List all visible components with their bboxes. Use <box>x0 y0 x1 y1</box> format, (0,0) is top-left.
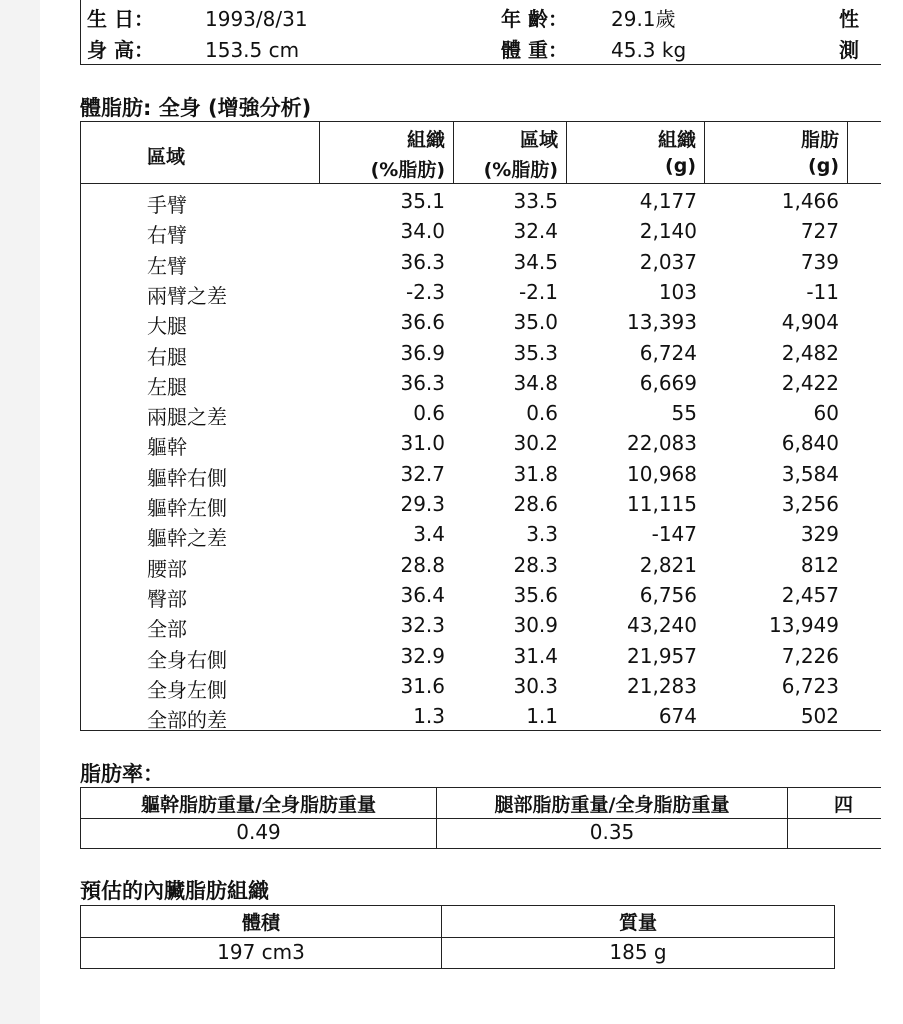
birth-label: 生 日： <box>87 7 154 31</box>
measure-label: 測 <box>839 38 859 62</box>
body-fat-table <box>80 121 881 731</box>
cell-tissue-g: 103 <box>658 279 697 304</box>
cell-tissue-g: 6,724 <box>639 340 697 365</box>
cell-tissue-g: 6,756 <box>639 582 697 607</box>
cell-tissue-pct: 36.4 <box>400 582 445 607</box>
fat-ratio-title: 脂肪率： <box>80 762 164 786</box>
cell-tissue-pct: 32.9 <box>400 643 445 668</box>
cell-tissue-pct: 34.0 <box>400 219 445 244</box>
table-row <box>81 427 881 460</box>
header-fat-g-1: 脂肪 <box>800 129 839 151</box>
header-region-pct-cell <box>453 122 567 183</box>
table-row <box>81 246 881 276</box>
body-fat-title: 體脂肪: 全身 (增強分析) <box>80 96 312 120</box>
cell-region-pct: 32.4 <box>513 219 558 244</box>
cell-fat-g: -11 <box>806 279 839 304</box>
cell-region-pct: 1.1 <box>526 704 558 729</box>
table-row <box>81 458 881 488</box>
cell-region-pct: 35.6 <box>513 582 558 607</box>
table-row <box>81 670 881 700</box>
height-value: 153.5 cm <box>205 38 300 62</box>
cell-region: 左臂 <box>147 253 187 278</box>
cell-fat-g: 2,422 <box>781 370 839 395</box>
cell-region-pct: 34.8 <box>513 370 558 395</box>
cell-tissue-pct: 36.3 <box>400 249 445 274</box>
header-region-pct-1: 區域 <box>519 129 558 151</box>
cell-region-pct: 28.6 <box>513 492 558 516</box>
header-tissue-pct-2: (%脂肪) <box>370 159 445 181</box>
table-row <box>81 700 881 733</box>
cell-tissue-g: 11,115 <box>627 492 697 516</box>
cell-region: 右臂 <box>147 223 187 248</box>
ratio-col-divider-2 <box>787 788 788 848</box>
cell-region: 全身左側 <box>147 677 227 702</box>
cell-fat-g: 6,840 <box>781 431 839 456</box>
ratio-value-trunk: 0.49 <box>236 820 281 844</box>
ratio-value-legs: 0.35 <box>589 820 635 844</box>
cell-fat-g: 6,723 <box>781 673 839 698</box>
cell-region-pct: -2.1 <box>518 279 558 304</box>
cell-region-pct: 30.3 <box>513 673 558 698</box>
cell-region-pct: 30.9 <box>513 613 558 638</box>
ratio-header-limbs: 四 <box>834 794 854 816</box>
header-region: 區域 <box>147 146 186 168</box>
vat-header-mass: 質量 <box>618 912 657 934</box>
sex-label: 性 <box>839 7 859 31</box>
cell-tissue-g: 21,957 <box>627 643 697 668</box>
cell-tissue-pct: 36.6 <box>400 310 445 335</box>
cell-fat-g: 1,466 <box>781 189 839 213</box>
ratio-header-legs: 腿部脂肪重量/全身脂肪重量 <box>494 794 730 816</box>
header-tissue-pct-1: 組織 <box>406 129 445 151</box>
table-row <box>81 215 881 248</box>
cell-region: 腰部 <box>147 556 187 581</box>
table-row <box>81 518 881 551</box>
cell-region: 臀部 <box>147 586 187 611</box>
cell-fat-g: 7,226 <box>781 643 839 668</box>
ratio-divider <box>81 818 881 819</box>
ratio-header-trunk: 軀幹脂肪重量/全身脂肪重量 <box>141 794 376 816</box>
vat-divider <box>81 937 834 938</box>
cell-tissue-g: 43,240 <box>627 613 697 638</box>
cell-tissue-pct: 1.3 <box>413 704 445 729</box>
cell-region-pct: 35.3 <box>513 340 558 365</box>
table-row <box>81 549 881 579</box>
cell-tissue-g: 10,968 <box>627 461 697 486</box>
table-row <box>81 488 881 518</box>
table-row <box>81 276 881 306</box>
table-row <box>81 579 881 609</box>
cell-tissue-pct: -2.3 <box>405 279 445 304</box>
cell-tissue-pct: 0.6 <box>413 401 445 426</box>
cell-fat-g: 739 <box>800 249 839 274</box>
cell-tissue-g: 2,140 <box>639 219 697 244</box>
cell-region: 全部 <box>147 617 187 642</box>
cell-region: 軀幹 <box>147 435 187 460</box>
cell-region: 兩臂之差 <box>147 283 227 308</box>
cell-tissue-pct: 32.3 <box>400 613 445 638</box>
header-tissue-g-cell <box>566 122 705 183</box>
cell-fat-g: 329 <box>800 522 839 547</box>
cell-fat-g: 812 <box>800 552 839 577</box>
vat-value-mass: 185 g <box>609 940 667 964</box>
cell-region: 全部的差 <box>147 708 227 733</box>
cell-tissue-g: 22,083 <box>627 431 697 456</box>
cell-region: 軀幹左側 <box>147 496 227 520</box>
cell-region-pct: 34.5 <box>513 249 558 274</box>
cell-tissue-pct: 36.9 <box>400 340 445 365</box>
cell-fat-g: 727 <box>800 219 839 244</box>
fat-ratio-table <box>80 787 881 849</box>
header-tissue-pct-cell <box>319 122 454 183</box>
header-tissue-g-2: (g) <box>665 155 696 177</box>
table-row <box>81 367 881 397</box>
cell-tissue-g: 4,177 <box>639 189 697 213</box>
age-label: 年 齡： <box>501 7 568 31</box>
cell-fat-g: 502 <box>800 704 839 729</box>
header-fat-g-cell <box>704 122 848 183</box>
cell-fat-g: 4,904 <box>781 310 839 335</box>
vat-header-volume: 體積 <box>241 912 280 934</box>
cell-region-pct: 31.8 <box>513 461 558 486</box>
cell-region: 手臂 <box>147 193 187 217</box>
birth-value: 1993/8/31 <box>205 7 308 31</box>
cell-region: 軀幹右側 <box>147 465 227 490</box>
cell-fat-g: 2,457 <box>781 582 839 607</box>
table-row <box>81 397 881 430</box>
cell-region-pct: 30.2 <box>513 431 558 456</box>
cell-region-pct: 3.3 <box>526 522 558 547</box>
cell-region-pct: 35.0 <box>513 310 558 335</box>
cell-fat-g: 3,584 <box>781 461 839 486</box>
cell-tissue-g: -147 <box>651 522 697 547</box>
cell-tissue-pct: 31.0 <box>400 431 445 456</box>
cell-tissue-g: 13,393 <box>627 310 697 335</box>
cell-fat-g: 13,949 <box>769 613 839 638</box>
vat-table <box>80 905 835 969</box>
cell-tissue-g: 6,669 <box>639 370 697 395</box>
header-region-cell <box>81 122 320 183</box>
cell-tissue-pct: 36.3 <box>400 370 445 395</box>
cell-tissue-g: 21,283 <box>627 673 697 698</box>
weight-label: 體 重： <box>501 38 568 62</box>
cell-fat-g: 60 <box>813 401 839 426</box>
cell-tissue-pct: 31.6 <box>400 673 445 698</box>
height-label: 身 高： <box>87 38 154 62</box>
vat-title: 預估的內臟脂肪組織 <box>80 879 269 903</box>
cell-tissue-pct: 28.8 <box>400 552 445 577</box>
cell-fat-g: 2,482 <box>781 340 839 365</box>
patient-info-box <box>80 0 881 65</box>
cell-region-pct: 31.4 <box>513 643 558 668</box>
header-divider <box>81 183 881 184</box>
table-row <box>81 306 881 339</box>
cell-region: 大腿 <box>147 314 187 339</box>
header-fat-g-2: (g) <box>808 155 839 177</box>
cell-region-pct: 0.6 <box>526 401 558 426</box>
cell-tissue-g: 2,037 <box>639 249 697 274</box>
cell-region: 右腿 <box>147 344 187 369</box>
cell-tissue-g: 674 <box>658 704 697 729</box>
cell-fat-g: 3,256 <box>781 492 839 516</box>
cell-region: 全身右側 <box>147 647 227 672</box>
cell-region-pct: 33.5 <box>513 189 558 213</box>
cell-tissue-g: 55 <box>671 401 697 426</box>
cell-tissue-g: 2,821 <box>639 552 697 577</box>
cell-region-pct: 28.3 <box>513 552 558 577</box>
header-tissue-g-1: 組織 <box>657 129 696 151</box>
table-row <box>81 185 881 215</box>
vat-value-volume: 197 cm3 <box>217 940 305 964</box>
table-row <box>81 609 881 642</box>
weight-value: 45.3 kg <box>611 38 687 62</box>
age-value: 29.1歲 <box>611 7 676 31</box>
cell-region: 兩腿之差 <box>147 405 227 430</box>
cell-tissue-pct: 32.7 <box>400 461 445 486</box>
cell-tissue-pct: 3.4 <box>413 522 445 547</box>
cell-region: 左腿 <box>147 374 187 399</box>
cell-tissue-pct: 29.3 <box>400 492 445 516</box>
cell-region: 軀幹之差 <box>147 526 227 551</box>
table-row <box>81 337 881 367</box>
cell-tissue-pct: 35.1 <box>400 189 445 213</box>
header-region-pct-2: (%脂肪) <box>483 159 558 181</box>
table-row <box>81 640 881 670</box>
